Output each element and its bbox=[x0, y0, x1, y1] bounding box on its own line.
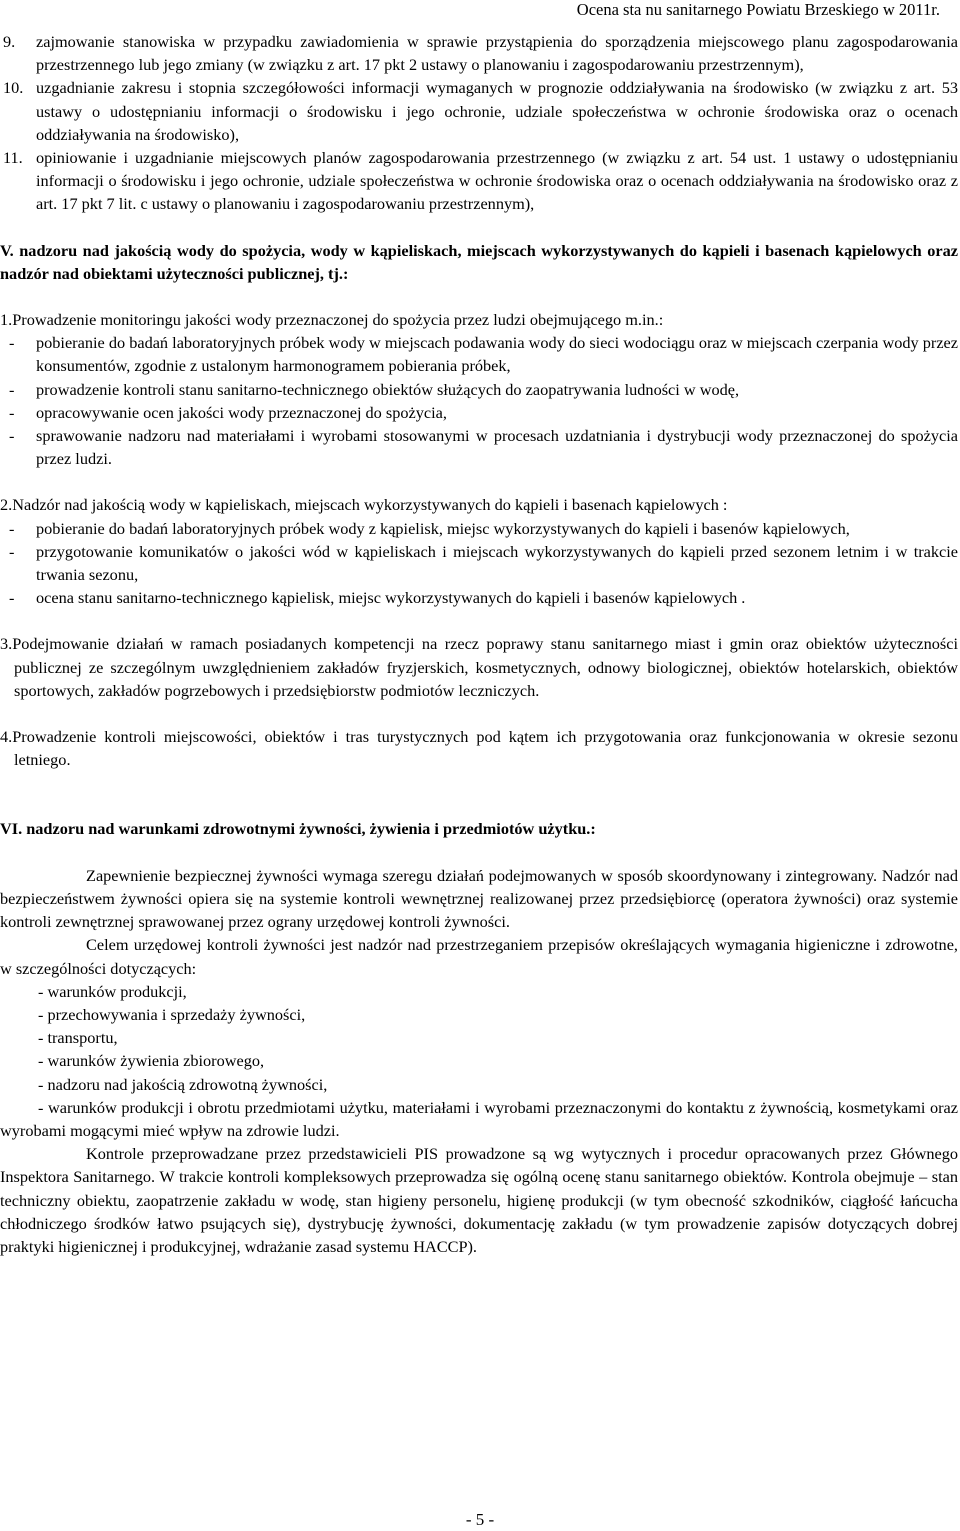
list-item bbox=[0, 586, 958, 609]
item-text: opracowywanie ocen jakości wody przeznaczonej do spożycia, bbox=[36, 402, 447, 422]
vi-list-item: - nadzoru nad jakością zdrowotną żywności, bbox=[38, 1074, 328, 1094]
document-body bbox=[0, 30, 958, 1258]
list-item bbox=[0, 424, 958, 470]
item-text: pobieranie do badań laboratoryjnych próbek wody w miejscach podawania wody do sieci wodociągu oraz w miejscach czerpania wody przez konsumentów, zgodnie z ustalonym harmonogramem pobierania próbek, bbox=[36, 333, 958, 376]
dash-bullet: - bbox=[9, 426, 15, 446]
item-number: 11. bbox=[3, 148, 23, 168]
item-text: pobieranie do badań laboratoryjnych próbek wody z kąpielisk, miejsc wykorzystywanych do kąpieli i basenów kąpielowych, bbox=[36, 518, 850, 538]
vi-paragraph-1: Zapewnienie bezpiecznej żywności wymaga szeregu działań podejmowanych w sposób skoordynowany i zintegrowany. Nadzór nad bezpieczeństwem żywności opiera się na systemie kontroli wewnętrznej realizowanej przez przedsiębiorcę (operatora żywności) oraz systemie kontroli zewnętrznej sprawowanej przez ograny urzędowej kontroli żywności. bbox=[0, 865, 958, 932]
list-item bbox=[0, 331, 958, 377]
section-vi-title: VI. nadzoru nad warunkami zdrowotnymi żywności, żywienia i przedmiotów użytku.: bbox=[0, 819, 596, 839]
item-number: 10. bbox=[3, 78, 24, 98]
section-v-title: V. nadzoru nad jakością wody do spożycia, wody w kąpieliskach, miejscach wykorzystywanych do kąpieli i basenach kąpielowych oraz nadzór nad obiektami użyteczności publicznej, tj.: bbox=[0, 240, 958, 283]
vi-list-item: - warunków żywienia zbiorowego, bbox=[38, 1051, 265, 1071]
page-header: Ocena sta nu sanitarnego Powiatu Brzeskiego w 2011r. bbox=[576, 0, 940, 19]
item-text: sprawowanie nadzoru nad materiałami i wyrobami stosowanymi w procesach uzdatniania i dystrybucji wody przeznaczonej do spożycia przez ludzi. bbox=[36, 426, 958, 469]
list-item bbox=[0, 76, 958, 146]
vi-list-item: - transportu, bbox=[38, 1028, 118, 1048]
dash-bullet: - bbox=[9, 402, 15, 422]
item-text: ocena stanu sanitarno-technicznego kąpielisk, miejsc wykorzystywanych do kąpieli i basenów kąpielowych . bbox=[36, 588, 746, 608]
v3-paragraph: 3.Podejmowanie działań w ramach posiadanych kompetencji na rzecz poprawy stanu sanitarnego miast i gmin oraz obiektów użyteczności publicznej ze szczególnym uwzględnieniem zakładów fryzjerskich, kosmetycznych, odnowy biologicznej, obiektów hotelarskich, obiektów sportowych, zakładów pogrzebowych i przedsiębiorstw podmiotów leczniczych. bbox=[0, 634, 958, 700]
v1-title: 1.Prowadzenie monitoringu jakości wody przeznaczonej do spożycia przez ludzi obejmującego m.in.: bbox=[0, 310, 664, 330]
vi-list-item-last: - warunków produkcji i obrotu przedmiotami użytku, materiałami i wyrobami przeznaczonymi do kontaktu z żywnością, kosmetykami oraz wyrobami mogącymi mieć wpływ na zdrowie ludzi. bbox=[0, 1097, 958, 1140]
vi-paragraph-2: Celem urzędowej kontroli żywności jest nadzór nad przestrzeganiem przepisów określających wymagania higieniczne i zdrowotne, w szczególności dotyczących: bbox=[0, 935, 958, 978]
list-item bbox=[0, 30, 958, 76]
list-item bbox=[0, 401, 958, 424]
item-text: prowadzenie kontroli stanu sanitarno-technicznego obiektów służących do zaopatrywania ludności w wodę, bbox=[36, 379, 740, 399]
dash-bullet: - bbox=[9, 518, 15, 538]
list-item bbox=[0, 378, 958, 401]
dash-bullet: - bbox=[9, 588, 15, 608]
item-text: uzgadnianie zakresu i stopnia szczegółowości informacji wymaganych w prognozie oddziaływania na środowisko (w związku z art. 53 ustawy o udostępnianiu informacji o środowisku i jego ochronie, udziale społeczeństwa w ochronie środowiska oraz o ocenach oddziaływania na środowisko), bbox=[36, 78, 958, 144]
vi-list-item: - przechowywania i sprzedaży żywności, bbox=[38, 1004, 306, 1024]
item-text: opiniowanie i uzgadnianie miejscowych planów zagospodarowania przestrzennego (w związku z art. 54 ust. 1 ustawy o udostępnianiu informacji o środowisku i jego ochronie, udziale społeczeństwa w ochronie środowiska oraz o ocenach oddziaływania na środowisko oraz z art. 17 pkt 7 lit. c ustawy o planowaniu i zagospodarowaniu przestrzennym), bbox=[36, 148, 958, 214]
page-number: - 5 - bbox=[465, 1510, 495, 1529]
v4-paragraph: 4.Prowadzenie kontroli miejscowości, obiektów i tras turystycznych pod kątem ich przygotowania oraz funkcjonowania w okresie sezonu letniego. bbox=[0, 727, 958, 770]
vi-list-item: - warunków produkcji, bbox=[38, 981, 187, 1001]
vi-paragraph-3: Kontrole przeprowadzane przez przedstawicieli PIS prowadzone są wg wytycznych i procedur opracowanych przez Głównego Inspektora Sanitarnego. W trakcie kontroli kompleksowych przeprowadza się ogólną ocenę stanu sanitarnego obiektów. Kontrola obejmuje – stan techniczny obiektu, zaopatrzenie zakładu w wodę, stan higieny personelu, higienę produkcji (w tym obecność szkodników, ciągłość łańcucha chłodniczego środków łatwo psujących się), dystrybucję żywności, dokumentację zakładu (w tym prowadzenie zapisów dotyczących dobrej praktyki higienicznej i produkcyjnej, wdrażanie zasad systemu HACCP). bbox=[0, 1144, 958, 1256]
dash-bullet: - bbox=[9, 333, 15, 353]
dash-bullet: - bbox=[9, 379, 15, 399]
dash-bullet: - bbox=[9, 541, 15, 561]
item-number: 9. bbox=[3, 32, 16, 51]
list-item bbox=[0, 540, 958, 586]
v2-title: 2.Nadzór nad jakością wody w kąpieliskach, miejscach wykorzystywanych do kąpieli i basenach kąpielowych : bbox=[0, 495, 728, 515]
list-item bbox=[0, 146, 958, 216]
item-text: przygotowanie komunikatów o jakości wód w kąpieliskach i miejscach wykorzystywanych do kąpieli przed sezonem letnim i w trakcie trwania sezonu, bbox=[36, 541, 958, 585]
item-text: zajmowanie stanowiska w przypadku zawiadomienia w sprawie przystąpienia do sporządzenia miejscowego planu zagospodarowania przestrzennego lub jego zmiany (w związku z art. 17 pkt 2 ustawy o planowaniu i zagospodarowaniu przestrzennym), bbox=[36, 32, 958, 75]
list-item bbox=[0, 517, 958, 540]
